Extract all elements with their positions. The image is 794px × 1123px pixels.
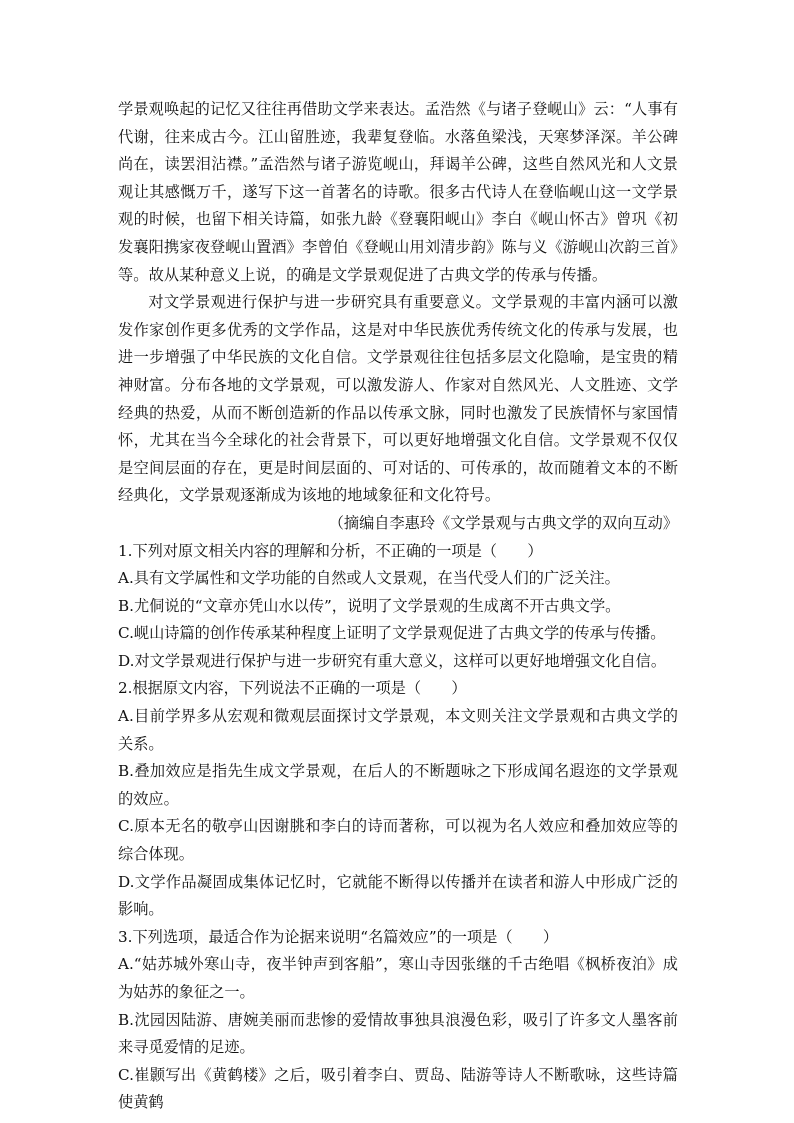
option-d: D.对文学景观进行保护与进一步研究有重大意义，这样可以更好地增强文化自信。 <box>118 651 667 670</box>
question-stem: 2.根据原文内容，下列说法不正确的一项是（ ） <box>118 679 467 698</box>
question-stem: 1.下列对原文相关内容的理解和分析，不正确的一项是（ ） <box>118 541 543 560</box>
article-paragraph: 学景观唤起的记忆又往往再借助文学来表达。孟浩然《与诸子登岘山》云：“人事有代谢，往来成古今。江山留胜迹，我辈复登临。水落鱼梁浅，天寒梦泽深。羊公碑尚在，读罢泪沾襟。”孟浩然与诸子游览岘山，拜谒羊公碑，这些自然风光和人文景观让其感慨万千，遂写下这一首著名的诗歌。很多古代诗人在登临岘山这一文学景观的时候，也留下相关诗篇，如张九龄《登襄阳岘山》李白《岘山怀古》曾巩《初发襄阳携家夜登岘山置酒》李曾伯《登岘山用刘清步韵》陈与义《游岘山次韵三首》等。故从某种意义上说，的确是文学景观促进了古典文学的传承与传播。 <box>118 100 678 284</box>
article-paragraph: 对文学景观进行保护与进一步研究具有重要意义。文学景观的丰富内涵可以激发作家创作更多优秀的文学作品，这是对中华民族优秀传统文化的传承与发展，也进一步增强了中华民族的文化自信。文学景观往往包括多层文化隐喻，是宝贵的精神财富。分布各地的文学景观，可以激发游人、作家对自然风光、人文胜迹、文学经典的热爱，从而不断创造新的作品以传承文脉，同时也激发了民族情怀与家国情怀，尤其在当今全球化的社会背景下，可以更好地增强文化自信。文学景观不仅仅是空间层面的存在，更是时间层面的、可对话的、可传承的，故而随着文本的不断经典化，文学景观逐渐成为该地的地域象征和文化符号。 <box>118 293 678 505</box>
question-stem: 3.下列选项，最适合作为论据来说明“名篇效应”的一项是（ ） <box>118 927 559 946</box>
option-b: B.沈园因陆游、唐婉美丽而悲惨的爱情故事独具浪漫色彩，吸引了许多文人墨客前来寻觅爱情的足迹。 <box>118 1010 678 1057</box>
document-page <box>118 96 678 1117</box>
option-b: B.叠加效应是指先生成文学景观，在后人的不断题咏之下形成闻名遐迩的文学景观的效应。 <box>118 762 678 808</box>
option-c: C.崔颢写出《黄鹤楼》之后，吸引着李白、贾岛、陆游等诗人不断歌咏，这些诗篇使黄鹤 <box>118 1065 678 1112</box>
option-d: D.文学作品凝固成集体记忆时，它就能不断得以传播并在读者和游人中形成广泛的影响。 <box>118 872 678 919</box>
option-c: C.岘山诗篇的创作传承某种程度上证明了文学景观促进了古典文学的传承与传播。 <box>118 624 666 643</box>
option-c: C.原本无名的敬亭山因谢朓和李白的诗而著称，可以视为名人效应和叠加效应等的综合体现。 <box>118 817 678 864</box>
article-source: （摘编自李惠玲《文学景观与古典文学的双向互动》 <box>328 513 678 532</box>
option-b: B.尤侗说的“文章亦凭山水以传”，说明了文学景观的生成离不开古典文学。 <box>118 596 621 615</box>
option-a: A.具有文学属性和文学功能的自然或人文景观，在当代受人们的广泛关注。 <box>118 569 620 588</box>
option-a: A.目前学界多从宏观和微观层面探讨文学景观，本文则关注文学景观和古典文学的关系。 <box>118 707 678 753</box>
option-a: A.“姑苏城外寒山寺，夜半钟声到客船”，寒山寺因张继的千古绝唱《枫桥夜泊》成为姑苏的象征之一。 <box>118 955 678 1001</box>
